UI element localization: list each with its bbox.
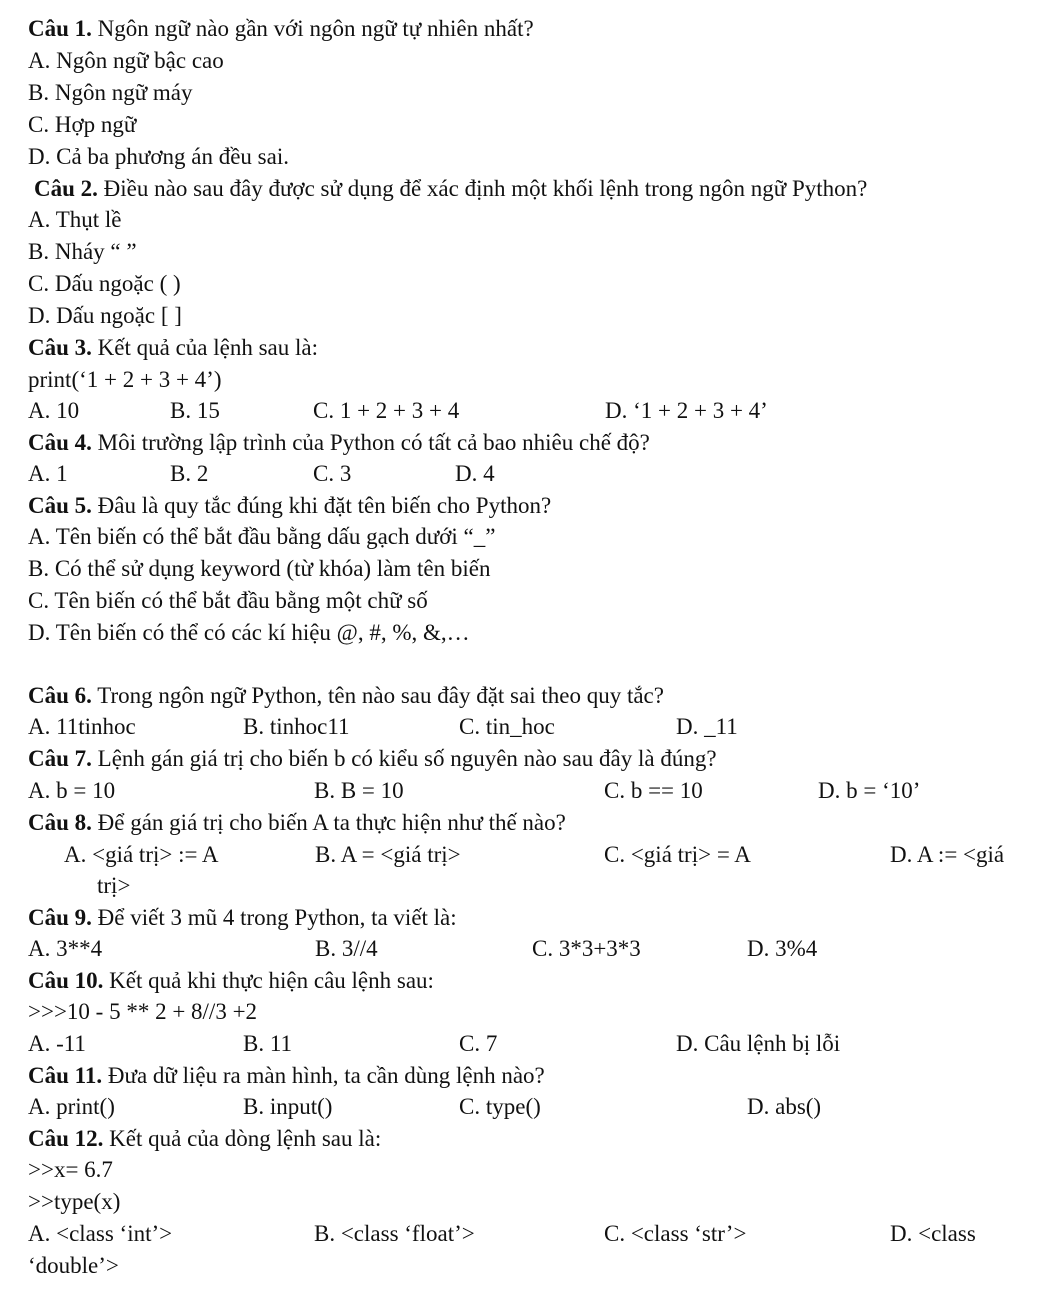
question-text: Kết quả khi thực hiện câu lệnh sau:: [103, 968, 434, 993]
question-text: Lệnh gán giá trị cho biến b có kiểu số nguyên nào sau đây là đúng?: [91, 746, 717, 771]
question-number: Câu 11.: [28, 1063, 103, 1088]
question-text: Ngôn ngữ nào gần với ngôn ngữ tự nhiên nhất?: [91, 16, 534, 41]
question-text: Điều nào sau đây được sử dụng để xác định một khối lệnh trong ngôn ngữ Python?: [97, 176, 868, 201]
option-c: C. 3*3+3*3: [532, 936, 641, 961]
option-b: B. tinhoc11: [243, 714, 350, 739]
option-b: B. input(): [243, 1094, 333, 1119]
option-c: C. 3: [313, 461, 352, 486]
option-a: A. 3**4: [28, 936, 103, 961]
option-a: A. print(): [28, 1094, 115, 1119]
option-b: B. A = <giá trị>: [315, 842, 461, 867]
question-9: [28, 903, 457, 933]
option-c: C. type(): [459, 1094, 541, 1119]
option-a: A. <giá trị> := A: [64, 842, 219, 867]
option-a: A. Ngôn ngữ bậc cao: [28, 48, 224, 73]
question-text: Trong ngôn ngữ Python, tên nào sau đây đặt sai theo quy tắc?: [91, 683, 664, 708]
question-number: Câu 12.: [28, 1126, 104, 1151]
option-d: D. <class: [890, 1221, 976, 1246]
code-line-2: >>type(x): [28, 1189, 121, 1214]
question-number: Câu 4.: [28, 430, 92, 455]
option-d: D. _11: [676, 714, 738, 739]
option-d: D. 3%4: [747, 936, 818, 961]
question-number: Câu 3.: [28, 335, 92, 360]
option-d: D. Dấu ngoặc [ ]: [28, 303, 182, 328]
question-number: Câu 10.: [28, 968, 104, 993]
question-5: [28, 491, 551, 521]
option-a: A. Tên biến có thể bắt đầu bằng dấu gạch dưới “_”: [28, 524, 496, 549]
option-d-continued: ‘double’>: [28, 1253, 119, 1278]
option-d-continued: trị>: [97, 873, 131, 898]
option-a: [28, 776, 115, 806]
question-12: [28, 1124, 381, 1154]
option-d: D. 4: [455, 461, 495, 486]
option-a: A. Thụt lề: [28, 207, 122, 232]
option-c: C. <class ‘str’>: [604, 1221, 747, 1246]
question-1: [28, 14, 534, 44]
option-d: D. Cả ba phương án đều sai.: [28, 144, 289, 169]
code-line-1: >>x= 6.7: [28, 1157, 113, 1182]
option-c: C. 1 + 2 + 3 + 4: [313, 398, 460, 423]
option-b: B. 15: [170, 398, 220, 423]
question-11: [28, 1061, 545, 1091]
option-b: B. Nháy “ ”: [28, 239, 137, 264]
question-3: [28, 333, 318, 363]
option-a: A. 10: [28, 398, 80, 423]
option-c: C. <giá trị> = A: [604, 842, 751, 867]
option-b: B. 2: [170, 461, 209, 486]
option-b: B. Có thể sử dụng keyword (từ khóa) làm tên biến: [28, 556, 491, 581]
option-b: B. 3//4: [315, 936, 378, 961]
option-c: C. Tên biến có thể bắt đầu bằng một chữ số: [28, 588, 428, 613]
question-number: Câu 5.: [28, 493, 92, 518]
option-a-text: A. b = 10: [28, 778, 116, 803]
question-number: Câu 1.: [28, 16, 92, 41]
question-4: [28, 428, 650, 458]
question-text: Môi trường lập trình của Python có tất cả bao nhiêu chế độ?: [91, 430, 650, 455]
option-a: A. -11: [28, 1031, 86, 1056]
question-number: Câu 2.: [34, 176, 98, 201]
question-text: Đưa dữ liệu ra màn hình, ta cần dùng lệnh nào?: [102, 1063, 545, 1088]
option-b: B. Ngôn ngữ máy: [28, 80, 193, 105]
option-a: A. 1: [28, 461, 68, 486]
option-d: D. A := <giá: [890, 842, 1005, 867]
question-7: [28, 744, 717, 774]
option-d: D. Tên biến có thể có các kí hiệu @, #, %, &,…: [28, 620, 470, 645]
code-line: >>>10 - 5 ** 2 + 8//3 +2: [28, 999, 258, 1024]
question-text: Để viết 3 mũ 4 trong Python, ta viết là:: [91, 905, 457, 930]
question-10: [28, 966, 434, 996]
question-number: Câu 7.: [28, 746, 92, 771]
option-c: C. Hợp ngữ: [28, 112, 137, 137]
option-c: C. tin_hoc: [459, 714, 555, 739]
code-line: print(‘1 + 2 + 3 + 4’): [28, 367, 222, 392]
question-number: Câu 9.: [28, 905, 92, 930]
question-text: Kết quả của dòng lệnh sau là:: [103, 1126, 382, 1151]
question-text: Đâu là quy tắc đúng khi đặt tên biến cho Python?: [91, 493, 552, 518]
option-b: B. B = 10: [314, 778, 404, 803]
question-text: Để gán giá trị cho biến A ta thực hiện như thế nào?: [91, 810, 566, 835]
option-c: C. 7: [459, 1031, 498, 1056]
question-text: Kết quả của lệnh sau là:: [91, 335, 318, 360]
option-b: B. <class ‘float’>: [314, 1221, 475, 1246]
option-d: D. Câu lệnh bị lỗi: [676, 1031, 841, 1056]
question-8: [28, 808, 566, 838]
option-b: B. 11: [243, 1031, 292, 1056]
question-6: [28, 681, 664, 711]
option-d: D. ‘1 + 2 + 3 + 4’: [605, 398, 768, 423]
question-number: Câu 6.: [28, 683, 92, 708]
option-c: C. b == 10: [604, 778, 703, 803]
option-c: C. Dấu ngoặc ( ): [28, 271, 181, 296]
option-d: D. abs(): [747, 1094, 822, 1119]
option-d: D. b = ‘10’: [818, 778, 921, 803]
option-a: A. 11tinhoc: [28, 714, 136, 739]
question-2: [34, 174, 867, 204]
question-number: Câu 8.: [28, 810, 92, 835]
option-a: A. <class ‘int’>: [28, 1221, 173, 1246]
